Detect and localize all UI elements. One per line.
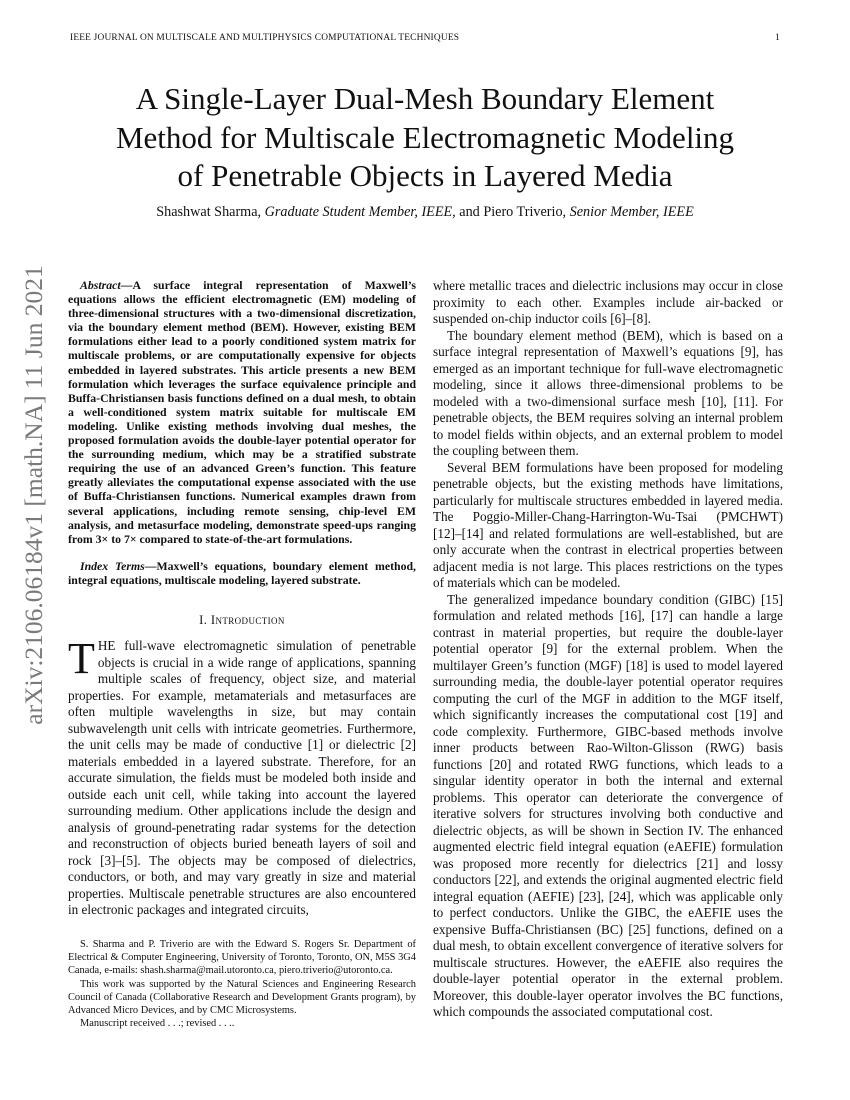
page-number: 1 bbox=[775, 33, 780, 43]
author-2-name: Piero Triverio, bbox=[483, 204, 567, 220]
running-header bbox=[70, 33, 780, 47]
author-2-role: Senior Member, IEEE bbox=[569, 204, 694, 220]
body-paragraph-gibc: The generalized impedance boundary condition (GIBC) [15] formulation and related methods [16], [17] can handle a large contrast in material properties, but require the double-layer potential operator [9] for the external problem. When the multilayer Green’s function (MGF) [18] is used to model layered surrounding media, the double-layer potential operator requires computing the curl of the MGF in addition to the MGF itself, which significantly increases the computational cost [19] and code complexity. Furthermore, GIBC-based methods involve inner products between Rao-Wilton-Glisson (RWG) basis functions [20] and rotated RWG functions, which leads to a singular identity operator in both the internal and external problems. This operator can deteriorate the convergence of iterative solvers for structures involving both conductive and dielectric objects, as will be shown in Section IV. The enhanced augmented electric field integral equation (eAEFIE) formulation was proposed more recently for dielectrics [21] and lossy conductors [22], and extends the original augmented electric field integral equation (AEFIE) [23], [24], which was applicable only to perfect conductors. Unlike the GIBC, the eAEFIE uses the expensive Buffa-Christiansen (BC) [25] functions, defined on a dual mesh, to obtain excellent convergence of iterative solvers for multiscale structures. However, the eAEFIE also requires the double-layer potential operator in the external problem. Moreover, this double-layer operator involves the BC functions, which compounds the associated computational cost. bbox=[433, 591, 783, 1019]
author-1-role: Graduate Student Member, IEEE, bbox=[264, 204, 456, 220]
intro-paragraph-1 bbox=[68, 634, 416, 919]
drop-cap: T bbox=[68, 634, 95, 684]
section-heading-introduction: I. Introduction bbox=[199, 612, 285, 627]
author-conjunction: and bbox=[459, 204, 480, 220]
right-column bbox=[433, 278, 783, 1021]
abstract-text: —A surface integral representation of Maxwell’s equations allows the efficient electromagnetic (EM) modeling of three-dimensional structures with a two-dimensional discretization, via the boundary element method (BEM). However, existing BEM formulations either lead to a poorly conditioned system matrix for multiscale problems, or are computationally expensive for objects embedded in layered substrates. This article presents a new BEM formulation which leverages the surface equivalence principle and Buffa-Christiansen basis functions defined on a dual mesh, to obtain a well-conditioned system matrix suitable for multiscale EM modeling. Unlike existing methods involving dual meshes, the proposed formulation avoids the double-layer potential operator for the surrounding medium, which may be a stratified substrate requiring the use of an advanced Green’s function. This feature greatly alleviates the computational expense associated with the use of Buffa-Christiansen functions. Numerical examples drawn from several applications, including remote sensing, chip-level EM analysis, and metasurface modeling, demonstrate speed-ups ranging from 3× to 7× compared to state-of-the-art formulations. bbox=[68, 278, 416, 546]
footnotes bbox=[68, 938, 416, 1030]
index-terms-label: Index Terms bbox=[80, 558, 145, 573]
author-1-name: Shashwat Sharma, bbox=[156, 204, 262, 220]
index-terms-text: —Maxwell’s equations, boundary element method, integral equations, multiscale modeling, layered substrate. bbox=[68, 558, 416, 587]
title-line-1: A Single-Layer Dual-Mesh Boundary Element bbox=[135, 81, 715, 116]
title-line-3: of Penetrable Objects in Layered Media bbox=[177, 158, 673, 193]
title-line-2: Method for Multiscale Electromagnetic Modeling bbox=[115, 119, 735, 155]
footnote-funding: This work was supported by the Natural Sciences and Engineering Research Council of Canada (Collaborative Research and Development Grants program), by Advanced Micro Devices, and by CMC Microsystems. bbox=[68, 978, 416, 1017]
journal-name: IEEE JOURNAL ON MULTISCALE AND MULTIPHYSICS COMPUTATIONAL TECHNIQUES bbox=[70, 33, 460, 43]
abstract bbox=[68, 278, 416, 546]
body-paragraph-continued: where metallic traces and dielectric inclusions may occur in close proximity to each other. Examples include air-backed or suspended on-chip inductor coils [6]–[8]. bbox=[433, 278, 783, 326]
body-paragraph-formulations: Several BEM formulations have been proposed for modeling penetrable objects, but the existing methods have limitations, particularly for multiscale structures embedded in layered media. The Poggio-Miller-Chang-Harrington-Wu-Tsai (PMCHWT) [12]–[14] and related formulations are well-established, but are only accurate when the contrast in electrical properties between adjacent media is not large. This places restrictions on the types of materials which can be modeled. bbox=[433, 459, 783, 590]
author-line bbox=[60, 204, 790, 221]
paper-title bbox=[60, 80, 790, 196]
footnote-affiliation: S. Sharma and P. Triverio are with the Edward S. Rogers Sr. Department of Electrical & Computer Engineering, University of Toronto, Toronto, ON, M5S 3G4 Canada, e-mails: shash.sharma@mail.utoronto.ca, piero.triverio@utoronto.ca. bbox=[68, 939, 416, 977]
abstract-label: Abstract bbox=[80, 278, 121, 292]
left-column bbox=[68, 278, 416, 919]
index-terms bbox=[68, 559, 416, 587]
arxiv-stamp bbox=[16, 265, 52, 725]
intro-paragraph-1-text: HE full-wave electromagnetic simulation of penetrable objects is crucial in a wide range of applications, spanning multiple scales of frequency, object size, and material properties. For example, metamaterials and metasurfaces are often multiple wavelengths in size, but may contain subwavelength unit cells with intricate geometries. Furthermore, the unit cells may be made of conductive [1] or dielectric [2] materials embedded in a layered substrate. Therefore, for an accurate simulation, the fields must be modeled both inside and outside each unit cell, while taking into account the layered surrounding medium. Other applications include the design and analysis of ground-penetrating radar systems for the detection and reconstruction of objects buried beneath layers of soil and rock [3]–[5]. The objects may be composed of dielectrics, conductors, or both, and may vary greatly in size and material properties. Multiscale penetrable structures are also encountered in electronic packages and integrated circuits, bbox=[68, 638, 416, 918]
arxiv-identifier: arXiv:2106.06184v1 [math.NA] 11 Jun 2021 bbox=[19, 265, 48, 725]
footnote-manuscript: Manuscript received . . .; revised . . .. bbox=[80, 1018, 235, 1030]
body-paragraph-bem: The boundary element method (BEM), which is based on a surface integral representation of Maxwell’s equations [9], has emerged as an important technique for full-wave electromagnetic modeling, since it allows three-dimensional problems to be modeled with a two-dimensional surface mesh [10], [11]. For penetrable objects, the BEM requires solving an internal problem to model fields within objects, and an external problem to model the coupling between them. bbox=[433, 327, 783, 458]
